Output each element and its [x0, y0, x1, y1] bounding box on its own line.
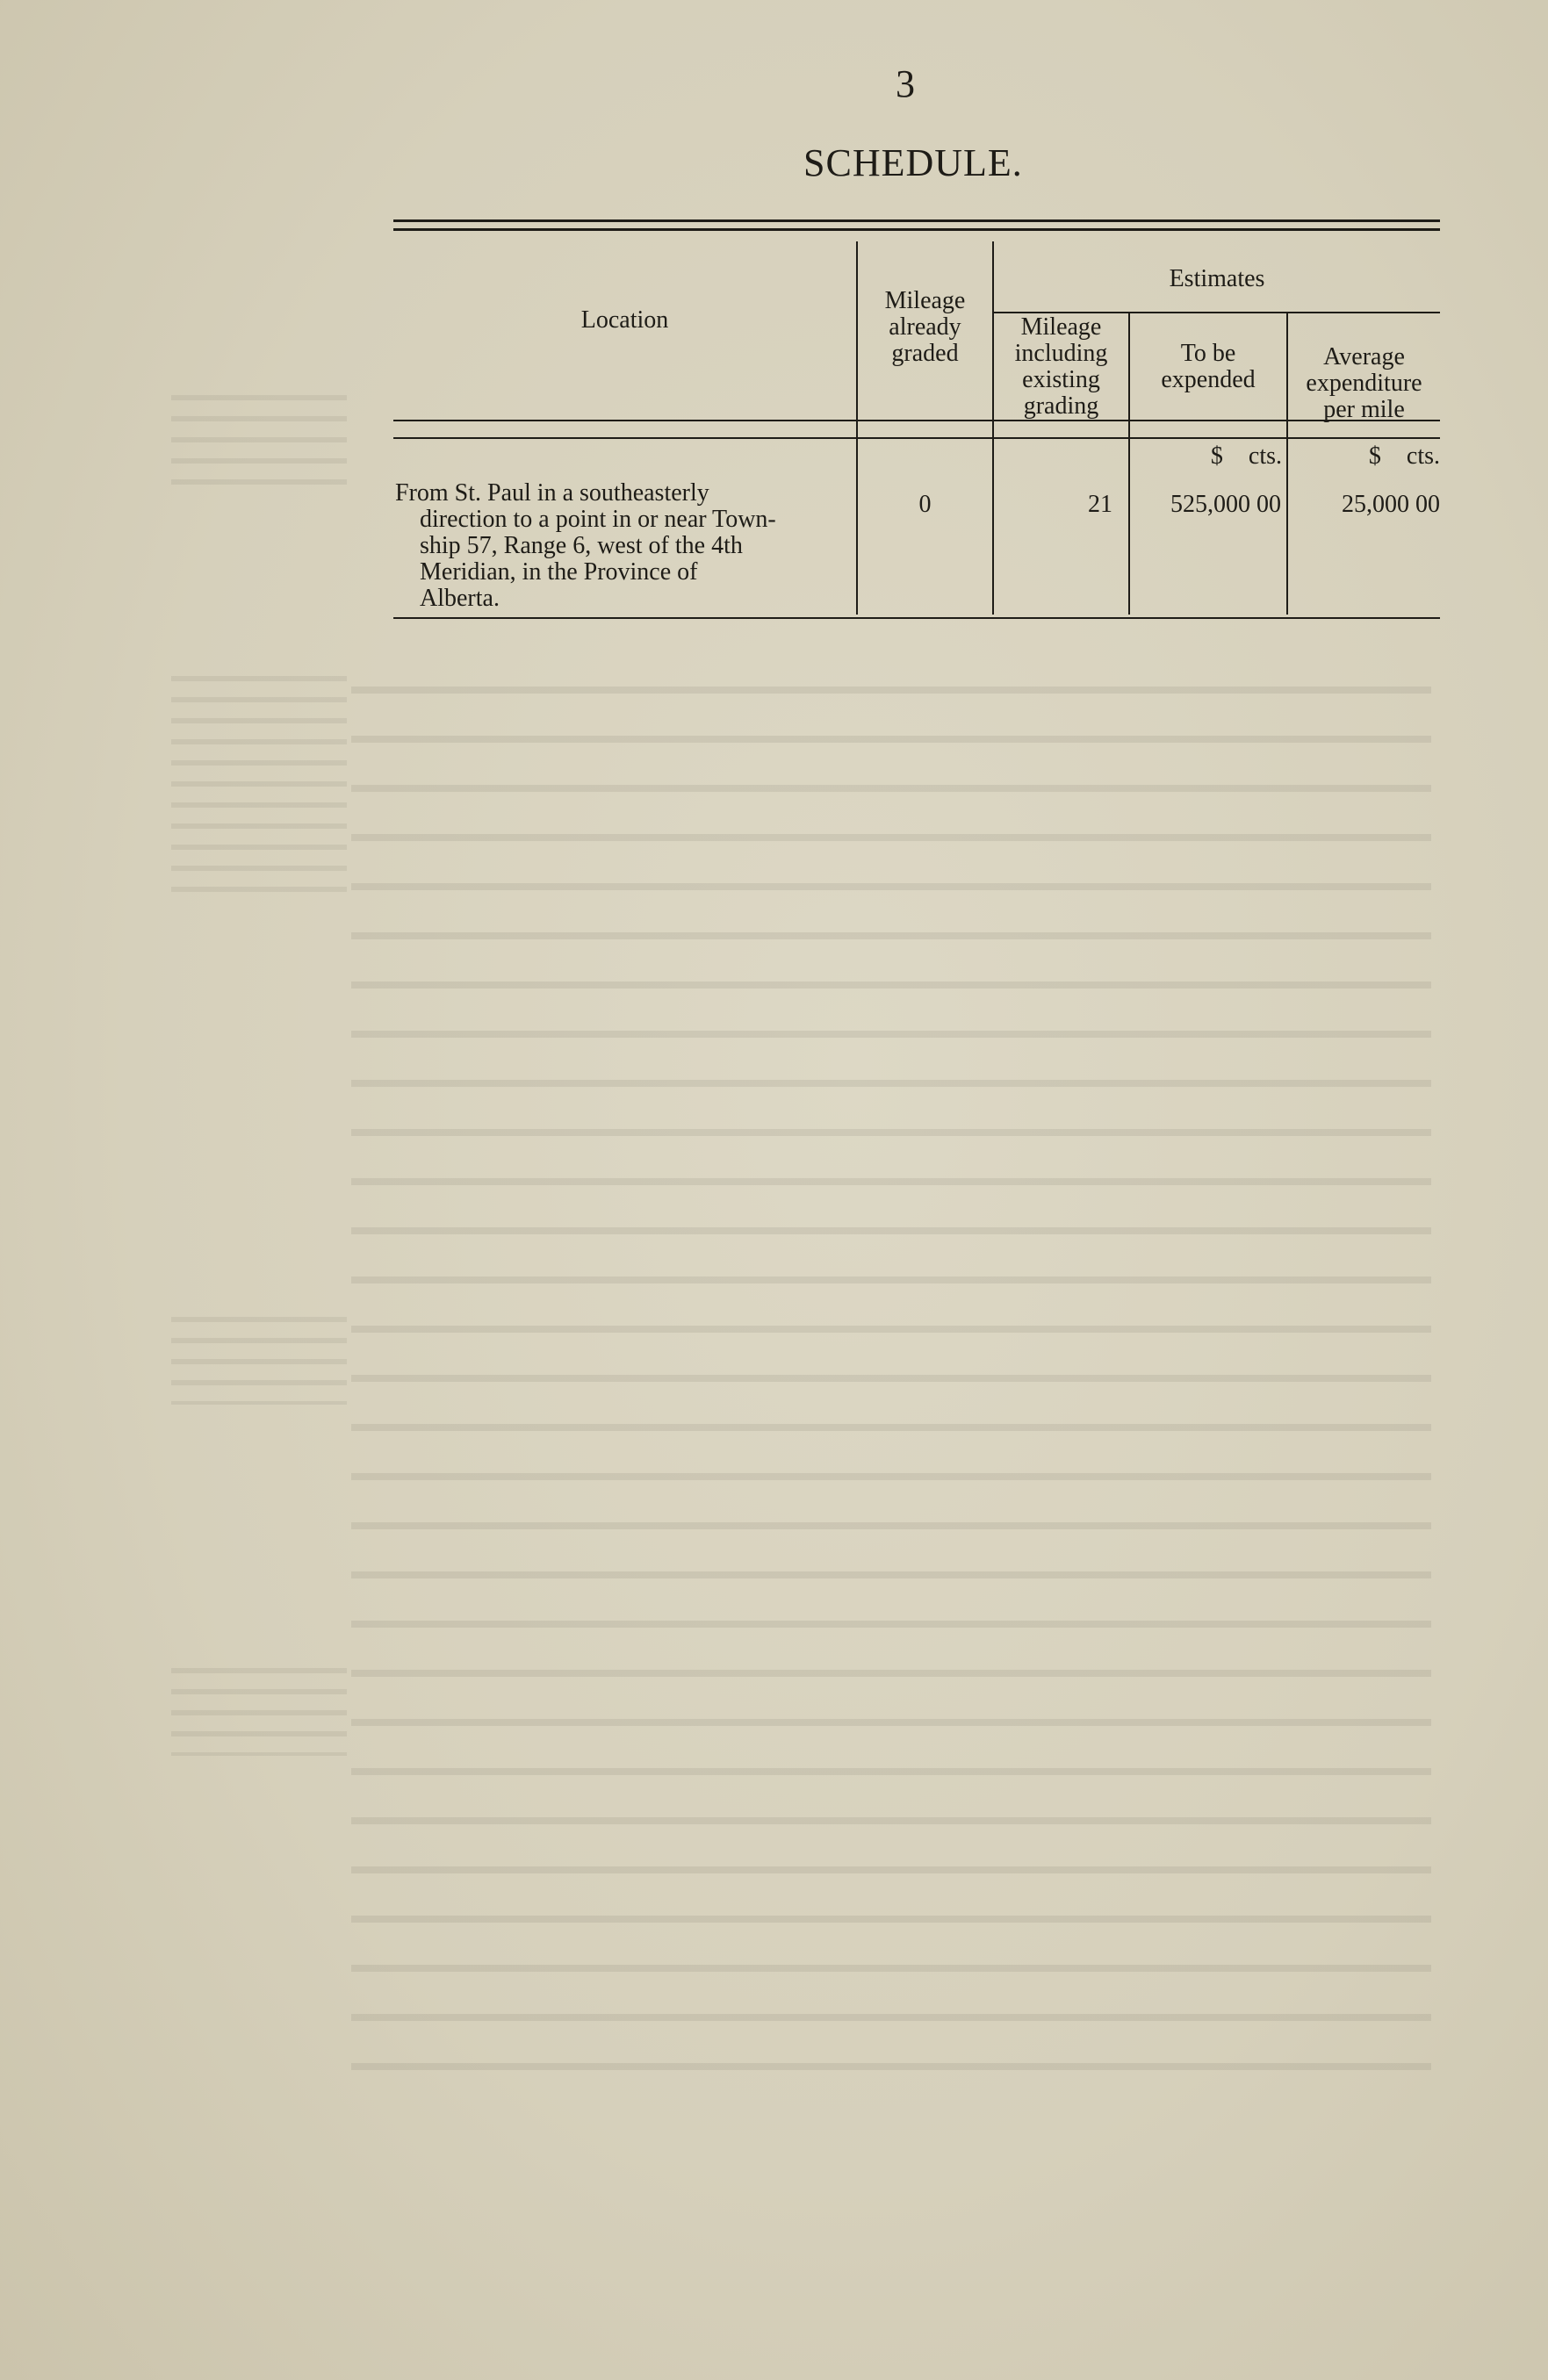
header-line: grading: [1023, 392, 1099, 420]
header-average-expenditure: [1288, 344, 1440, 423]
units-average-expenditure: $ cts.: [1368, 442, 1440, 470]
cell-value: 21: [1088, 491, 1112, 518]
units-to-be-expended: $ cts.: [1210, 442, 1282, 470]
top-rule: [393, 219, 1440, 222]
header-line: including: [1014, 340, 1108, 367]
cell-mileage-including: [994, 492, 1128, 518]
bleed-through-margin-note: [171, 1308, 347, 1405]
header-line: per mile: [1323, 396, 1405, 423]
location-line: direction to a point in or near Town-: [420, 506, 776, 533]
location-line: From St. Paul in a southeasterly: [395, 479, 709, 507]
cell-mileage-graded: 0: [918, 491, 932, 518]
header-line: expenditure: [1306, 370, 1422, 397]
column-divider: [992, 241, 994, 615]
units-bottom-rule: [393, 437, 1440, 439]
header-line: Mileage: [1020, 313, 1102, 341]
header-line: already: [889, 313, 961, 341]
page-number: 3: [896, 62, 915, 105]
bleed-through-margin-note: [171, 1659, 347, 1756]
header-line: existing: [1022, 366, 1100, 393]
location-line: ship 57, Range 6, west of the 4th: [420, 532, 743, 559]
header-bottom-rule: [393, 420, 1440, 421]
location-line: Meridian, in the Province of: [420, 558, 698, 586]
header-estimates: Estimates: [1169, 265, 1265, 292]
top-rule-inner: [393, 228, 1440, 231]
table-row-location: [395, 480, 853, 612]
header-line: Mileage: [884, 287, 966, 314]
bleed-through-text: [351, 667, 1431, 2089]
header-line: expended: [1161, 366, 1256, 393]
location-line: Alberta.: [420, 585, 500, 612]
bleed-through-margin-note: [171, 386, 347, 500]
cell-to-be-expended: 525,000 00: [1170, 491, 1281, 518]
header-line: Average: [1323, 343, 1405, 370]
header-line: graded: [891, 340, 959, 367]
header-mileage-graded: [858, 288, 992, 367]
header-location: Location: [580, 306, 669, 334]
bleed-through-margin-note: [171, 667, 347, 904]
header-to-be-expended: [1130, 341, 1286, 393]
table-bottom-rule: [393, 617, 1440, 619]
schedule-title: SCHEDULE.: [803, 141, 1023, 184]
header-line: To be: [1180, 340, 1236, 367]
header-mileage-including: [994, 314, 1128, 420]
cell-average-expenditure: 25,000 00: [1342, 491, 1440, 518]
